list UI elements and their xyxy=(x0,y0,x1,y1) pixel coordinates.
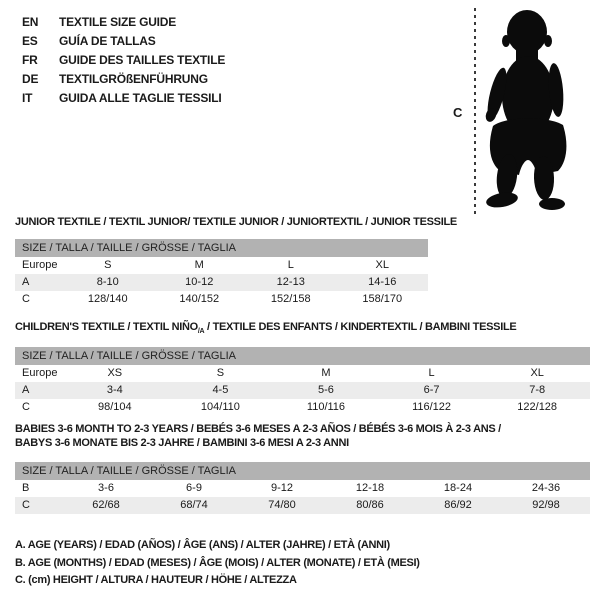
language-code: IT xyxy=(22,91,33,105)
size-value-cell: S xyxy=(216,367,225,379)
size-table-header: SIZE / TALLA / TAILLE / GRÖSSE / TAGLIA xyxy=(15,347,590,365)
language-list xyxy=(22,13,225,108)
size-value-cell: 62/68 xyxy=(92,499,120,511)
section-title-junior: JUNIOR TEXTILE / TEXTIL JUNIOR/ TEXTILE JUNIOR / JUNIORTEXTIL / JUNIOR TESSILE xyxy=(15,216,457,228)
footnote-a: A. AGE (YEARS) / EDAD (AÑOS) / ÂGE (ANS) / ALTER (JAHRE) / ETÀ (ANNI) xyxy=(15,539,390,551)
row-label: C xyxy=(22,401,30,413)
footnote-c: C. (cm) HEIGHT / ALTURA / HAUTEUR / HÖHE / ALTEZZA xyxy=(15,574,297,586)
size-table-body xyxy=(15,480,590,514)
row-label: A xyxy=(22,384,30,396)
row-label: B xyxy=(22,482,30,494)
size-value-cell: 9-12 xyxy=(270,482,294,494)
size-value-cell: L xyxy=(428,367,435,379)
size-value-cell: 128/140 xyxy=(87,293,128,305)
title-line-2: BABYS 3-6 MONATE BIS 2-3 JAHRE / BAMBINI 3-6 MESI A 2-3 ANNI xyxy=(15,437,349,449)
size-table-body xyxy=(15,257,428,308)
size-value-cell: 4-5 xyxy=(212,384,229,396)
size-value-cell: 116/122 xyxy=(412,401,452,413)
size-table-babies xyxy=(15,462,590,514)
title-text: / TEXTILE DES ENFANTS / KINDERTEXTIL / BAMBINI TESSILE xyxy=(204,321,517,333)
size-table-body xyxy=(15,365,590,416)
size-value-cell: S xyxy=(104,259,112,271)
row-label: Europe xyxy=(22,367,58,379)
language-title: TEXTILE SIZE GUIDE xyxy=(59,15,177,29)
size-table-header: SIZE / TALLA / TAILLE / GRÖSSE / TAGLIA xyxy=(15,239,428,257)
language-row xyxy=(22,32,225,51)
language-title: GUÍA DE TALLAS xyxy=(59,34,156,48)
size-value-cell: 104/110 xyxy=(200,401,240,413)
language-row xyxy=(22,51,225,70)
size-value-cell: 86/92 xyxy=(444,499,472,511)
size-value-cell: 14-16 xyxy=(368,276,397,288)
size-value-cell: 140/152 xyxy=(179,293,220,305)
size-value-cell: 80/86 xyxy=(356,499,384,511)
size-table-header: SIZE / TALLA / TAILLE / GRÖSSE / TAGLIA xyxy=(15,462,590,480)
row-label: A xyxy=(22,276,30,288)
table-row xyxy=(15,257,428,274)
size-value-cell: 122/128 xyxy=(517,401,558,413)
toddler-silhouette xyxy=(483,8,579,212)
size-value-cell: 6-7 xyxy=(423,384,440,396)
footnote-b: B. AGE (MONTHS) / EDAD (MESES) / ÂGE (MOIS) / ALTER (MONATE) / ETÀ (MESI) xyxy=(15,556,420,569)
size-value-cell: 110/116 xyxy=(306,401,346,413)
size-value-cell: XS xyxy=(107,367,123,379)
size-table-junior xyxy=(15,239,428,308)
title-line-1: BABIES 3-6 MONTH TO 2-3 YEARS / BEBÉS 3-6 MESES A 2-3 AÑOS / BÉBÉS 3-6 MOIS À 2-3 ANS / xyxy=(15,423,501,435)
size-value-cell: 8-10 xyxy=(96,276,119,288)
size-value-cell: M xyxy=(321,367,331,379)
size-table-children xyxy=(15,347,590,416)
title-subscript: /A xyxy=(197,328,205,336)
table-row xyxy=(15,382,590,399)
language-code: DE xyxy=(22,72,39,86)
table-row xyxy=(15,274,428,291)
row-label: C xyxy=(22,293,30,305)
language-row xyxy=(22,70,225,89)
size-value-cell: 6-9 xyxy=(186,482,202,494)
title-text: CHILDREN'S TEXTILE / TEXTIL NIÑO xyxy=(15,321,198,333)
figure-measure-label: C xyxy=(453,105,463,120)
size-value-cell: 3-4 xyxy=(106,384,123,396)
size-value-cell: M xyxy=(194,259,204,271)
size-value-cell: 152/158 xyxy=(270,293,311,305)
language-code: ES xyxy=(22,34,38,48)
size-value-cell: 98/104 xyxy=(97,401,132,413)
size-value-cell: 18-24 xyxy=(443,482,473,494)
size-value-cell: 3-6 xyxy=(98,482,114,494)
size-value-cell: XL xyxy=(375,259,389,271)
size-value-cell: 12-13 xyxy=(276,276,305,288)
footnotes xyxy=(15,537,420,590)
section-title-children xyxy=(15,321,516,335)
size-value-cell: 5-6 xyxy=(318,384,334,396)
language-code: EN xyxy=(22,15,39,29)
height-measure-dashed-line xyxy=(474,8,476,214)
table-row xyxy=(15,480,590,497)
table-row xyxy=(15,291,428,308)
size-value-cell: 92/98 xyxy=(532,499,560,511)
size-value-cell: 68/74 xyxy=(180,499,208,511)
table-row xyxy=(15,497,590,514)
size-value-cell: XL xyxy=(530,367,544,379)
size-value-cell: 74/80 xyxy=(268,499,296,511)
size-value-cell: 24-36 xyxy=(531,482,561,494)
size-value-cell: 7-8 xyxy=(529,384,546,396)
table-row xyxy=(15,365,590,382)
language-code: FR xyxy=(22,53,38,67)
size-value-cell: L xyxy=(287,259,294,271)
table-row xyxy=(15,399,590,416)
row-label: C xyxy=(22,499,30,511)
language-title: GUIDA ALLE TAGLIE TESSILI xyxy=(59,91,222,105)
language-row xyxy=(22,89,225,108)
language-title: GUIDE DES TAILLES TEXTILE xyxy=(59,53,226,67)
section-title-babies xyxy=(15,422,501,450)
size-value-cell: 12-18 xyxy=(355,482,385,494)
size-value-cell: 10-12 xyxy=(185,276,214,288)
row-label: Europe xyxy=(22,259,58,271)
size-value-cell: 158/170 xyxy=(362,293,403,305)
language-title: TEXTILGRÖßENFÜHRUNG xyxy=(59,72,208,86)
language-row xyxy=(22,13,225,32)
